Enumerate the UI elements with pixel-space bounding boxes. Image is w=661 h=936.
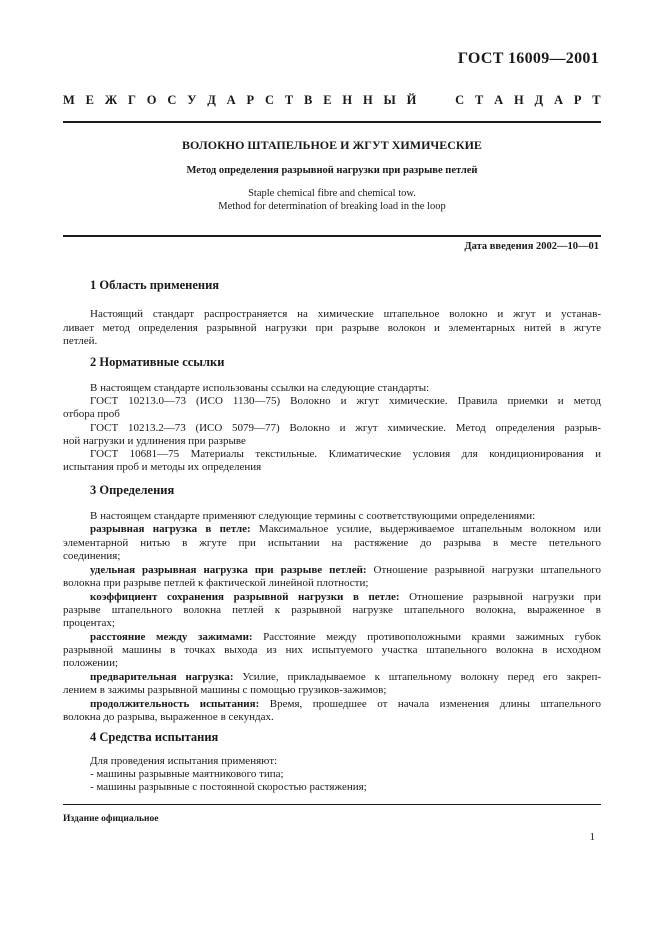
gost-number: ГОСТ 16009—2001 — [457, 50, 599, 67]
banner-letter: М — [63, 93, 75, 107]
section-4-heading: 4 Средства испытания — [90, 730, 219, 744]
s3-line-9: процентах; — [63, 617, 115, 629]
s2-line-7: испытания проб и методы их определения — [63, 461, 262, 473]
section-3-heading: 3 Определения — [90, 483, 175, 497]
s3-line-3: элементарной нитью в жгуте при испытании на растяжение до разрыва в месте петельного — [63, 537, 601, 549]
english-title-line-1: Staple chemical fibre and chemical tow. — [248, 188, 416, 199]
banner-letter: О — [146, 93, 157, 107]
banner-letter: Й — [406, 93, 417, 107]
s3-line-11: разрывной машины в точках выхода из них испытуемого участка штапельного волокна в исходном — [63, 644, 601, 656]
banner-letter: Р — [246, 93, 255, 107]
banner-letter: Е — [323, 93, 332, 107]
term-breaking-load-in-loop: разрывная нагрузка в петле: — [90, 523, 251, 535]
term-distance-between-clamps: расстояние между зажимами: — [90, 631, 253, 643]
banner-letter: С — [265, 93, 275, 107]
s3-term-5-line — [63, 670, 601, 684]
banner-letter: А — [553, 93, 563, 107]
banner-letter: Е — [85, 93, 94, 107]
s1-line-1: Настоящий стандарт распространяется на химические штапельное волокно и жгут и устанав- — [90, 308, 601, 320]
s4-list-item-2: - машины разрывные с постоянной скоростью растяжения; — [90, 781, 367, 793]
header-rule — [63, 121, 601, 123]
s3-line-4: соединения; — [63, 550, 121, 562]
banner-letter: С — [455, 93, 465, 107]
section-2-heading: 2 Нормативные ссылки — [90, 355, 225, 369]
banner-letter — [427, 93, 430, 108]
s2-line-6: ГОСТ 10681—75 Материалы текстильные. Климатические условия для кондиционирования и — [90, 448, 601, 460]
banner-letter: Т — [474, 93, 484, 107]
term-retention-coefficient: коэффициент сохранения разрывной нагрузки в петле: — [90, 591, 400, 603]
banner-letter: Н — [362, 93, 373, 107]
s4-list-item-1: - машины разрывные маятникового типа; — [90, 768, 284, 780]
official-edition-label: Издание официальное — [63, 814, 159, 824]
term-4-definition: Расстояние между противоположными краями зажимных губок — [252, 631, 601, 643]
banner-letter: В — [304, 93, 313, 107]
s4-line-1: Для проведения испытания применяют: — [90, 755, 278, 767]
document-subtitle: Метод определения разрывной нагрузки при разрыве петлей — [186, 165, 478, 176]
banner-letter: Р — [573, 93, 582, 107]
document-title: ВОЛОКНО ШТАПЕЛЬНОЕ И ЖГУТ ХИМИЧЕСКИЕ — [182, 138, 482, 152]
banner-letter — [441, 93, 444, 108]
term-3-definition: Отношение разрывной нагрузки при — [399, 591, 601, 603]
banner-letter: Г — [128, 93, 136, 107]
banner-letter: С — [167, 93, 177, 107]
s3-term-1-line — [63, 522, 601, 536]
s2-line-1: В настоящем стандарте использованы ссылки на следующие стандарты: — [90, 382, 430, 394]
term-1-definition: Максимальное усилие, выдерживаемое штапельным волокном или — [250, 523, 601, 535]
s3-line-1: В настоящем стандарте применяют следующие термины с соответствующими определениями: — [90, 510, 536, 522]
banner-letter: Ы — [383, 93, 396, 107]
banner-letter: У — [187, 93, 197, 107]
s3-line-12: положении; — [63, 657, 119, 669]
term-6-definition: Время, прошедшее от начала изменения длины штапельного — [259, 698, 601, 710]
s2-line-5: ной нагрузки и удлинения при разрыве — [63, 435, 246, 447]
s3-term-4-line — [63, 630, 601, 644]
title-rule — [63, 235, 601, 237]
s3-line-16: волокна до разрыва, выраженное в секундах. — [63, 711, 274, 723]
english-title-line-2: Method for determination of breaking load in the loop — [218, 201, 446, 212]
s1-line-2: ливает метод определения разрывной нагрузки при разрыве волокон и элементарных нитей в жгуте — [63, 322, 601, 334]
banner-letter: А — [226, 93, 236, 107]
banner-letter: Н — [342, 93, 353, 107]
banner-letter: Д — [534, 93, 544, 107]
introduction-date: Дата введения 2002—10—01 — [464, 241, 599, 252]
s3-term-6-line — [63, 697, 601, 711]
s2-line-3: отбора проб — [63, 408, 120, 420]
term-pretension: предварительная нагрузка: — [90, 671, 234, 683]
s3-line-8: разрыве штапельного волокна петлей к разрывной нагрузке штапельного волокна, выраженное в — [63, 604, 601, 616]
banner-letter: Д — [207, 93, 216, 107]
section-1-heading: 1 Область применения — [90, 278, 220, 292]
footer-rule — [63, 804, 601, 805]
banner-letter: Н — [513, 93, 524, 107]
term-test-duration: продолжительность испытания: — [90, 698, 260, 710]
s3-line-6: волокна при разрыве петлей к фактической линейной плотности; — [63, 577, 369, 589]
s2-line-2: ГОСТ 10213.0—73 (ИСО 1130—75) Волокно и жгут химические. Правила приемки и метод — [90, 395, 601, 407]
interstate-standard-banner — [63, 93, 601, 108]
banner-letter: Т — [592, 93, 601, 107]
s2-line-4: ГОСТ 10213.2—73 (ИСО 5079—77) Волокно и жгут химические. Метод определения разрыв- — [90, 422, 601, 434]
banner-letter: А — [494, 93, 504, 107]
s3-term-2-line — [63, 563, 601, 577]
s3-line-14: лением в зажимы разрывной машины с помощью грузиков-зажимов; — [63, 684, 387, 696]
page-number: 1 — [589, 831, 595, 843]
term-specific-breaking-load: удельная разрывная нагрузка при разрыве петлей: — [90, 564, 367, 576]
term-2-definition: Отношение разрывной нагрузки штапельного — [366, 564, 601, 576]
s1-line-3: петлей. — [63, 335, 98, 347]
s3-term-3-line — [63, 590, 601, 604]
banner-letter: Ж — [104, 93, 118, 107]
banner-letter: Т — [284, 93, 294, 107]
term-5-definition: Усилие, прикладываемое к штапельному волокну перед его закреп- — [233, 671, 601, 683]
